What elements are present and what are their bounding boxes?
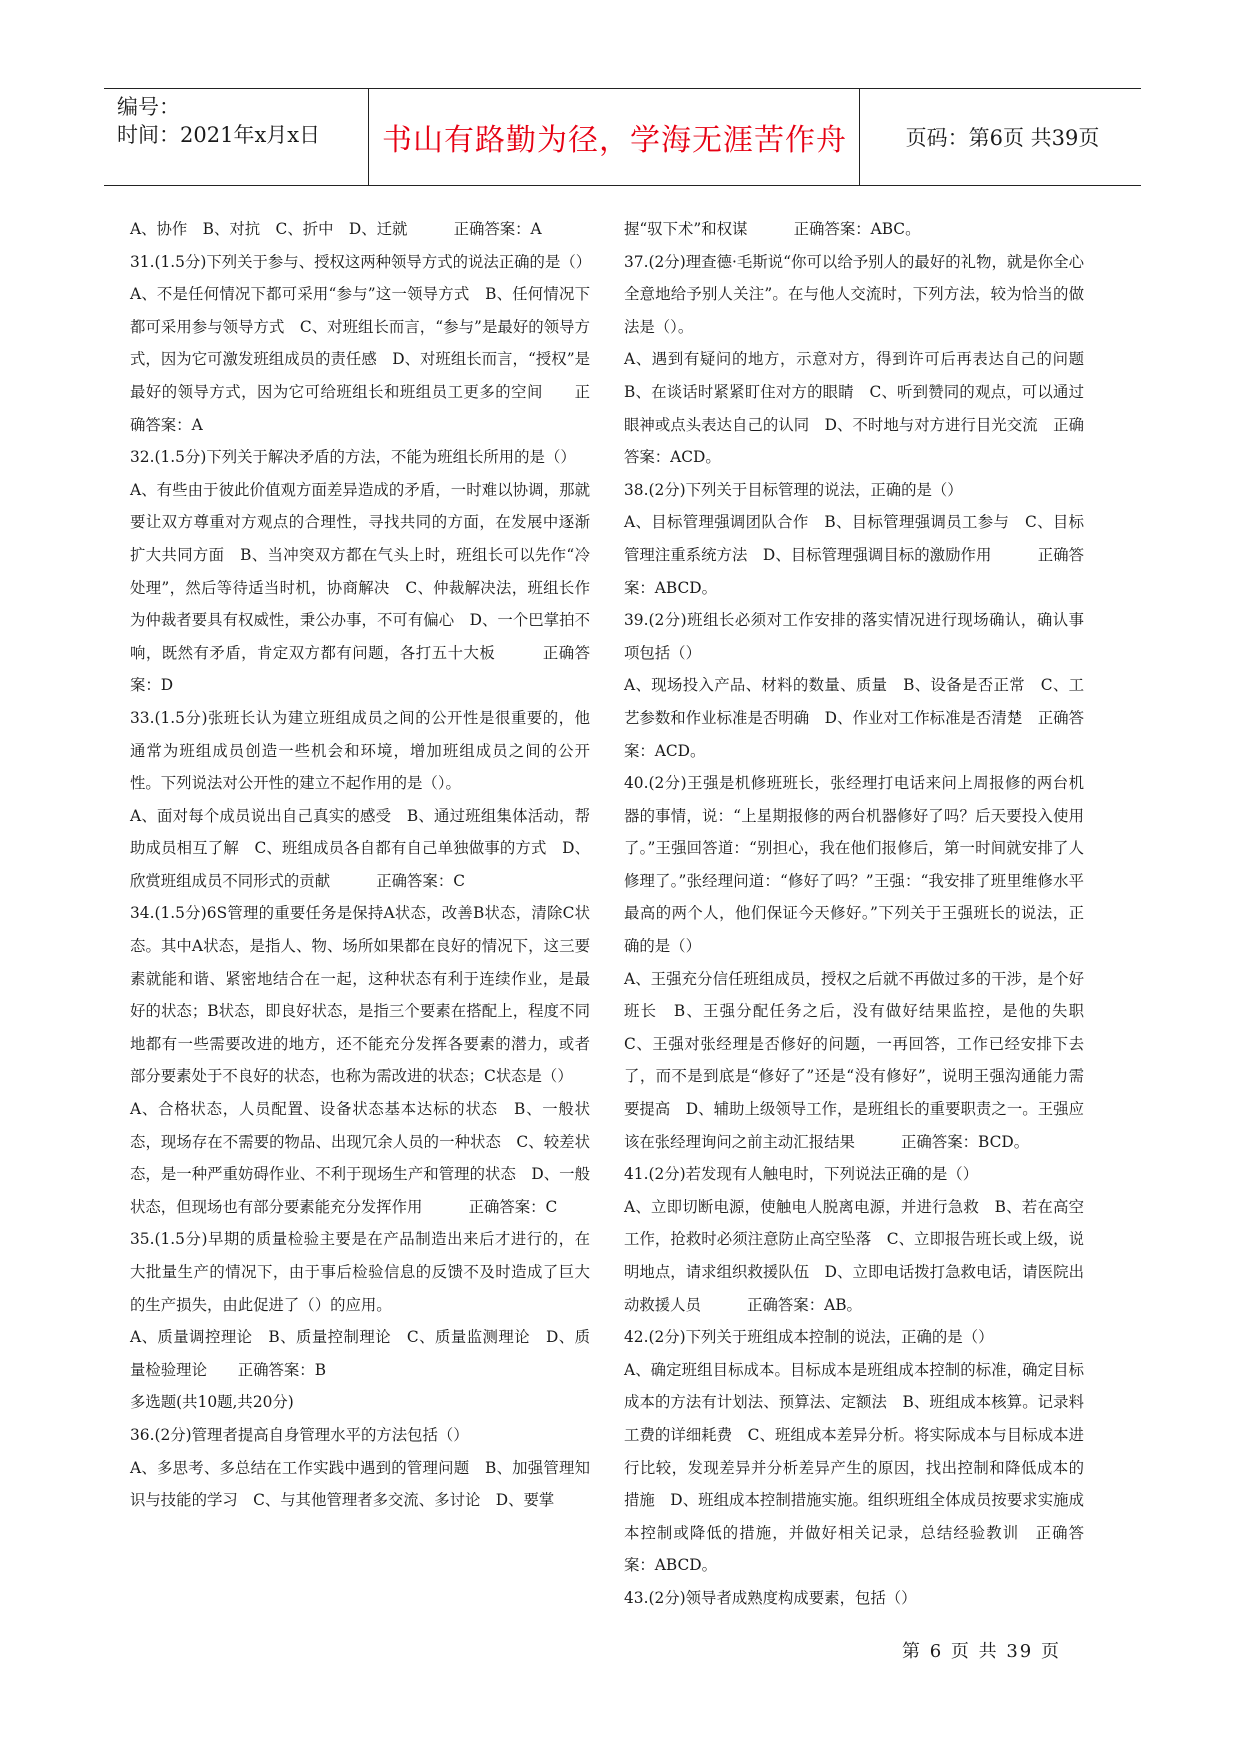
answer-options: A、王强充分信任班组成员，授权之后就不再做过多的干涉，是个好班长 B、王强分配任务之后，没有做好结果监控，是他的失职 C、王强对张经理是否修好的问题，一再回答，工作已经安排下去了，而不是到底是“修好了”还是“没有修好”，说明王强沟通能力需要提高 D、辅助上级领导工作，是班组长的重要职责之一。王强应该在张经理询问之前主动汇报结果 正确答案：BCD。 <box>624 969 1100 1151</box>
header-meta <box>117 89 372 185</box>
right-column <box>624 213 1100 1615</box>
answer-options: A、不是任何情况下都可采用“参与”这一领导方式 B、任何情况下都可采用参与领导方式 C、对班组长而言，“参与”是最好的领导方式，因为它可激发班组成员的责任感 D、对班组长而言，“授权”是最好的领导方式，因为它可给班组长和班组员工更多的空间 正确答案：A <box>130 285 590 434</box>
question: 42.(2分)下列关于班组成本控制的说法，正确的是（） <box>624 1328 994 1347</box>
question: 31.(1.5分)下列关于参与、授权这两种领导方式的说法正确的是（） <box>130 252 592 271</box>
question: 38.(2分)下列关于目标管理的说法，正确的是（） <box>624 480 963 499</box>
question: 43.(2分)领导者成熟度构成要素，包括（） <box>624 1588 917 1607</box>
left-column <box>130 213 590 1517</box>
document-number-label: 编号： <box>117 95 180 119</box>
question: 37.(2分)理查德·毛斯说“你可以给予别人的最好的礼物，就是你全心全意地给予别人关注”。在与他人交流时，下列方法，较为恰当的做法是（）。 <box>624 252 1084 336</box>
question: 35.(1.5分)早期的质量检验主要是在产品制造出来后才进行的，在大批量生产的情况下，由于事后检验信息的反馈不及时造成了巨大的生产损失，由此促进了（）的应用。 <box>130 1230 590 1314</box>
answer-options: A、多思考、多总结在工作实践中遇到的管理问题 B、加强管理知识与技能的学习 C、与其他管理者多交流、多讨论 D、要掌 <box>130 1458 590 1510</box>
header-divider <box>368 89 369 185</box>
question: 34.(1.5分)6S管理的重要任务是保持A状态，改善B状态，清除C状态。其中A状态，是指人、物、场所如果都在良好的情况下，这三要素就能和谐、紧密地结合在一起，这种状态有利于连续作业，是最好的状态；B状态，即良好状态，是指三个要素在搭配上，程度不同地都有一些需要改进的地方，还不能充分发挥各要素的潜力，或者部分要素处于不良好的状态，也称为需改进的状态；C状态是（） <box>130 904 590 1086</box>
question: 41.(2分)若发现有人触电时，下列说法正确的是（） <box>624 1165 979 1184</box>
question: 39.(2分)班组长必须对工作安排的落实情况进行现场确认，确认事项包括（） <box>624 611 1084 662</box>
answer-options: A、遇到有疑问的地方，示意对方，得到许可后再表达自己的问题 B、在谈话时紧紧盯住对方的眼睛 C、听到赞同的观点，可以通过眼神或点头表达自己的认同 D、不时地与对方进行目光交流 正确答案：ACD。 <box>624 350 1100 467</box>
question: 32.(1.5分)下列关于解决矛盾的方法，不能为班组长所用的是（） <box>130 448 576 467</box>
answer-options: A、面对每个成员说出自己真实的感受 B、通过班组集体活动，帮助成员相互了解 C、班组成员各自都有自己单独做事的方式 D、欣赏班组成员不同形式的贡献 正确答案：C <box>130 806 590 890</box>
document-time-label: 时间：2021年x月x日 <box>117 123 321 147</box>
answer-options: A、合格状态，人员配置、设备状态基本达标的状态 B、一般状态，现场存在不需要的物品、出现冗余人员的一种状态 C、较差状态，是一种严重妨碍作业、不利于现场生产和管理的状态 D、一般状态，但现场也有部分要素能充分发挥作用 正确答案：C <box>130 1100 590 1216</box>
question: 36.(2分)管理者提高自身管理水平的方法包括（） <box>130 1425 469 1444</box>
answer-options: A、目标管理强调团队合作 B、目标管理强调员工参与 C、目标管理注重系统方法 D、目标管理强调目标的激励作用 正确答案：ABCD。 <box>624 513 1084 597</box>
answer-options: A、立即切断电源，使触电人脱离电源，并进行急救 B、若在高空工作，抢救时必须注意防止高空坠落 C、立即报告班长或上级，说明地点，请求组织救援队伍 D、立即电话拨打急救电话，请医院出动救援人员 正确答案：AB。 <box>624 1197 1084 1314</box>
answer-options: A、现场投入产品、材料的数量、质量 B、设备是否正常 C、工艺参数和作业标准是否明确 D、作业对工作标准是否清楚 正确答案：ACD。 <box>624 676 1084 760</box>
answer-options: A、有些由于彼此价值观方面差异造成的矛盾，一时难以协调，那就要让双方尊重对方观点的合理性，寻找共同的方面，在发展中逐渐扩大共同方面 B、当冲突双方都在气头上时，班组长可以先作“冷处理”，然后等待适当时机，协商解决 C、仲裁解决法，班组长作为仲裁者要具有权威性，秉公办事，不可有偏心 D、一个巴掌拍不响，既然有矛盾，肯定双方都有问题，各打五十大板 正确答案：D <box>130 480 590 695</box>
header-page-number: 页码：第6页 共39页 <box>905 126 1100 150</box>
page-header <box>104 88 1141 186</box>
question: 33.(1.5分)张班长认为建立班组成员之间的公开性是很重要的，他通常为班组成员创造一些机会和环境，增加班组成员之间的公开性。下列说法对公开性的建立不起作用的是（）。 <box>130 708 590 793</box>
answer-options: A、质量调控理论 B、质量控制理论 C、质量监测理论 D、质量检验理论 正确答案：B <box>130 1328 590 1379</box>
header-divider <box>859 89 860 185</box>
page-footer: 第 6 页 共 39 页 <box>902 1641 1061 1662</box>
paragraph: A、协作 B、对抗 C、折中 D、迁就 正确答案：A <box>130 220 542 238</box>
question: 40.(2分)王强是机修班班长，张经理打电话来问上周报修的两台机器的事情，说：“上星期报修的两台机器修好了吗？后天要投入使用了。”王强回答道：“别担心，我在他们报修后，第一时间就安排了人修理了。”张经理问道：“修好了吗？”王强：“我安排了班里维修水平最高的两个人，他们保证今天修好。”下列关于王强班长的说法，正确的是（） <box>624 774 1084 956</box>
header-motto: 书山有路勤为径，学海无涯苦作舟 <box>382 123 847 158</box>
paragraph: 握“驭下术”和权谋 正确答案：ABC。 <box>624 220 921 238</box>
answer-options: A、确定班组目标成本。目标成本是班组成本控制的标准，确定目标成本的方法有计划法、预算法、定额法 B、班组成本核算。记录料工费的详细耗费 C、班组成本差异分析。将实际成本与目标成本进行比较，发现差异并分析差异产生的原因，找出控制和降低成本的措施 D、班组成本控制措施实施。组织班组全体成员按要求实施成本控制或降低的措施，并做好相关记录，总结经验教训 正确答案：ABCD。 <box>624 1360 1084 1575</box>
section-heading: 多选题(共10题,共20分) <box>130 1393 294 1412</box>
